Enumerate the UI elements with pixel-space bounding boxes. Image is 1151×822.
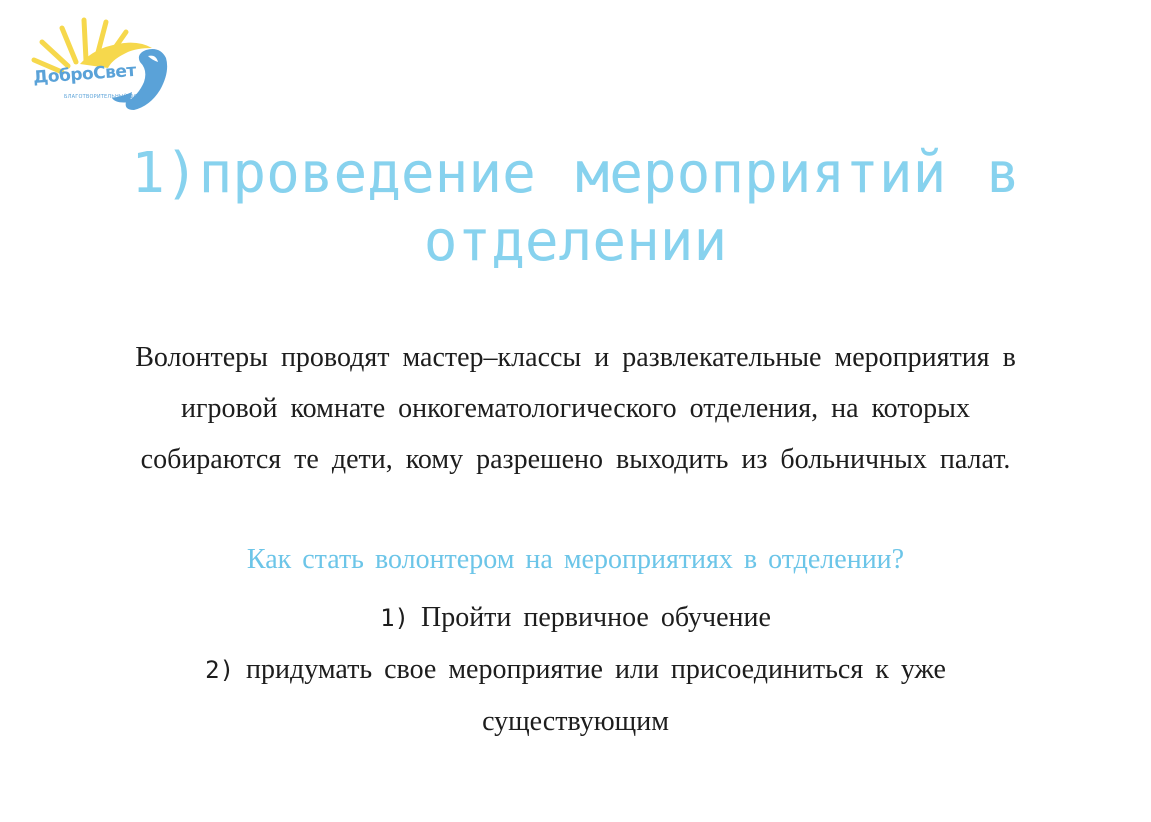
foundation-logo [28, 14, 174, 114]
page-title [0, 140, 1151, 276]
title-line-1: 1)проведение мероприятий в [131, 141, 1020, 206]
logo-subtitle: БЛАГОТВОРИТЕЛЬНЫЙ ФОНД [64, 94, 146, 100]
intro-line-3: собираются те дети, кому разрешено выходить из больничных палат. [140, 444, 1011, 475]
intro-line-2: игровой комнате онкогематологического отделения, на которых [180, 393, 970, 424]
step-continuation: существующим [482, 706, 669, 737]
intro-paragraph [40, 332, 1111, 485]
volunteer-question-heading: Как стать волонтером на мероприятиях в отделении? [246, 544, 905, 575]
step-text: придумать свое мероприятие или присоединиться к уже [246, 654, 946, 685]
steps-list [0, 592, 1151, 748]
intro-line-1: Волонтеры проводят мастер–классы и развлекательные мероприятия в [135, 342, 1016, 373]
step-text: Пройти первичное обучение [420, 602, 771, 633]
title-line-2: отделении [423, 209, 728, 274]
list-item [0, 644, 1151, 696]
step-number: 2) [205, 656, 235, 684]
list-item [0, 592, 1151, 644]
step-number: 1) [380, 604, 409, 632]
logo-name: ДоброСвет [32, 60, 137, 88]
